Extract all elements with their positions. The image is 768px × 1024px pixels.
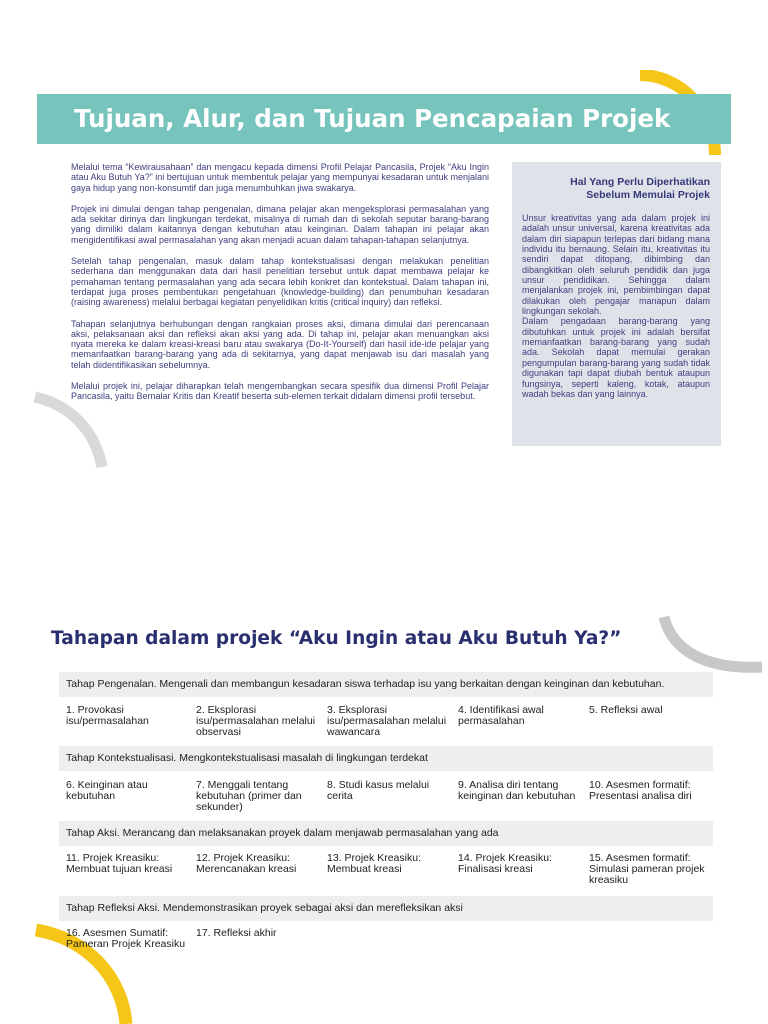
step-item: 15. Asesmen formatif: Simulasi pameran projek kreasiku: [589, 852, 705, 887]
stage-heading-aksi: Tahap Aksi. Merancang dan melaksanakan proyek dalam menjawab permasalahan yang ada: [59, 821, 713, 846]
sidebar-paragraph: Dalam pengadaan barang-barang yang dibutuhkan untuk projek ini adalah bersifat memanfaatkan barang-barang yang sudah ada. Sekolah dapat memulai gerakan pengumpulan barang-barang yang sudah tidak digunakan tapi dapat diubah bentuk ataupun fungsinya, seperti kaleng, kotak, ataupun wadah bekas dan yang lainnya.: [522, 316, 710, 399]
intro-paragraph: Setelah tahap pengenalan, masuk dalam tahap kontekstualisasi dengan melakukan penelitian sederhana dan menggunakan data dari hasil penelitian tersebut untuk dapat membawa pelajar ke pemahaman tentang permasalahan yang ada secara lebih konkret dan kontekstual. Dalam tahapan ini, terdapat juga proses pembentukan pengetahuan (knowledge-building) dan penumbuhan kesadaran (raising awareness) melalui berbagai kegiatan penyelidikan kritis (critical inquiry) dan refleksi.: [71, 256, 489, 308]
title-banner: [37, 94, 731, 144]
step-item: 12. Projek Kreasiku: Merencanakan kreasi: [196, 852, 297, 876]
step-item: 5. Refleksi awal: [589, 704, 663, 716]
step-item: 14. Projek Kreasiku: Finalisasi kreasi: [458, 852, 552, 876]
stage-heading-pengenalan: Tahap Pengenalan. Mengenali dan membangun kesadaran siswa terhadap isu yang berkaitan dengan keinginan dan kebutuhan.: [59, 672, 713, 697]
step-item: 8. Studi kasus melalui cerita: [327, 779, 430, 803]
sidebar-body: [522, 213, 710, 399]
step-item: 4. Identifikasi awal permasalahan: [458, 704, 544, 728]
notes-sidebar: [512, 162, 721, 446]
stage-heading-refleksi: Tahap Refleksi Aksi. Mendemonstrasikan proyek sebagai aksi dan merefleksikan aksi: [59, 896, 713, 921]
intro-paragraph: Melalui tema “Kewirausahaan” dan mengacu kepada dimensi Profil Pelajar Pancasila, Projek “Aku Ingin atau Aku Butuh Ya?” ini bertujuan untuk membentuk pelajar yang mempunyai kesadaran untuk menjalani gaya hidup yang non-konsumtif dan juga menumbuhkan jiwa swakarya.: [71, 162, 489, 193]
step-item: 2. Eksplorasi isu/permasalahan melalui observasi: [196, 704, 316, 739]
stage-heading-kontekstualisasi: Tahap Kontekstualisasi. Mengkontekstualisasi masalah di lingkungan terdekat: [59, 746, 713, 771]
sidebar-paragraph: Unsur kreativitas yang ada dalam projek ini adalah unsur universal, karena kreativitas ada dalam diri siapapun terlepas dari bidang mana individu itu bernaung. Selain itu, kreativitas itu sendiri dapat ditopang, dibimbing dan dibangkitkan oleh seluruh pendidik dan juga unsur pendidikan. Sehingga dalam menjalankan projek ini, pembimbingan dapat dilakukan oleh pengajar manapun dalam lingkungan sekolah.: [522, 213, 710, 317]
step-item: 10. Asesmen formatif: Presentasi analisa diri: [589, 779, 692, 803]
step-item: 3. Eksplorasi isu/permasalahan melalui wawancara: [327, 704, 447, 739]
step-item: 13. Projek Kreasiku: Membuat kreasi: [327, 852, 421, 876]
step-item: 9. Analisa diri tentang keinginan dan kebutuhan: [458, 779, 576, 803]
sidebar-title: Hal Yang Perlu Diperhatikan Sebelum Memulai Projek: [570, 176, 710, 201]
stages-title: Tahapan dalam projek “Aku Ingin atau Aku Butuh Ya?”: [51, 628, 622, 649]
page-title: Tujuan, Alur, dan Tujuan Pencapaian Projek: [74, 104, 671, 133]
intro-paragraph: Melalui projek ini, pelajar diharapkan telah mengembangkan secara spesifik dua dimensi Profil Pelajar Pancasila, yaitu Bernalar Kritis dan Kreatif beserta sub-elemen terkait didalam dimensi profil tersebut.: [71, 381, 489, 402]
intro-paragraph: Projek ini dimulai dengan tahap pengenalan, dimana pelajar akan mengeksplorasi permasalahan yang ada sekitar dirinya dan lingkungan terdekat, misalnya di rumah dan di sekolah seputar barang-barang yang dimiliki dalam kaitannya dengan kebutuhan atau keinginan. Dalam tahapan ini pelajar akan mengidentifikasi awal permasalahan yang akan menjadi acuan dalam tahapan-tahapan selanjutnya.: [71, 203, 489, 245]
intro-text: [71, 162, 489, 413]
step-item: 7. Menggali tentang kebutuhan (primer dan sekunder): [196, 779, 302, 814]
step-item: 11. Projek Kreasiku: Membuat tujuan kreasi: [66, 852, 173, 876]
step-item: 16. Asesmen Sumatif: Pameran Projek Kreasiku: [66, 927, 186, 951]
step-item: 17. Refleksi akhir: [196, 927, 277, 939]
intro-paragraph: Tahapan selanjutnya berhubungan dengan rangkaian proses aksi, dimana dimulai dari perencanaan aksi, pelaksanaan aksi dan refleksi akan aksi yang ada. Di tahap ini, pelajar akan menuangkan aksi nyata mereka ke dalam kreasi-kreasi baru atau swakarya (Do-It-Yourself) dari hasil ide-ide pelajar yang memanfaatkan barang-barang yang ada di sekitarnya, yang dapat menjawab isu dari masalah yang telah diidentifikasikan sebelumnya.: [71, 318, 489, 370]
step-item: 1. Provokasi isu/permasalahan: [66, 704, 149, 728]
step-item: 6. Keinginan atau kebutuhan: [66, 779, 148, 803]
